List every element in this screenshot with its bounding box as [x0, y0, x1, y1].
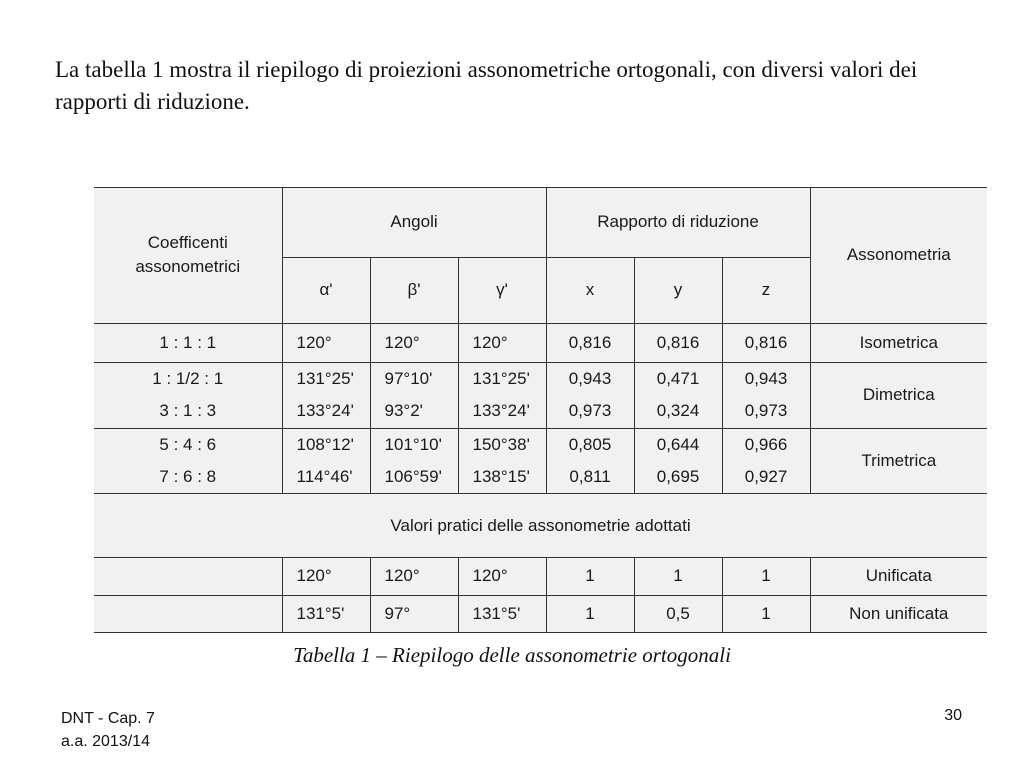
- cell-gamma: 120°: [458, 323, 546, 362]
- cell-beta: 97°10': [370, 362, 458, 395]
- footer-course: DNT - Cap. 7: [61, 710, 155, 727]
- table-row: [94, 362, 987, 395]
- cell-z: 0,816: [722, 323, 810, 362]
- cell-coeff: 1 : 1/2 : 1: [94, 362, 282, 395]
- cell-alpha: 108°12': [282, 428, 370, 461]
- cell-y: 0,816: [634, 323, 722, 362]
- cell-coeff-empty: [94, 595, 282, 633]
- cell-y: 0,695: [634, 461, 722, 494]
- table-row: [94, 428, 987, 461]
- header-rapporto: Rapporto di riduzione: [546, 188, 810, 258]
- cell-coeff: 1 : 1 : 1: [94, 323, 282, 362]
- cell-gamma: 120°: [458, 558, 546, 595]
- cell-beta: 106°59': [370, 461, 458, 494]
- cell-gamma: 131°5': [458, 595, 546, 633]
- cell-alpha: 120°: [282, 323, 370, 362]
- cell-x: 0,811: [546, 461, 634, 494]
- footer-year: a.a. 2013/14: [61, 733, 150, 750]
- header-x: x: [546, 257, 634, 323]
- cell-x: 0,943: [546, 362, 634, 395]
- cell-y: 1: [634, 558, 722, 595]
- assonometrie-table: [94, 187, 987, 633]
- cell-z: 1: [722, 558, 810, 595]
- header-coefficienti-line1: Coefficenti: [147, 233, 228, 253]
- cell-alpha: 131°5': [282, 595, 370, 633]
- cell-type: Non unificata: [810, 595, 987, 633]
- cell-type: Isometrica: [810, 323, 987, 362]
- cell-y: 0,471: [634, 362, 722, 395]
- cell-alpha: 114°46': [282, 461, 370, 494]
- header-z: z: [722, 257, 810, 323]
- cell-x: 1: [546, 595, 634, 633]
- cell-beta: 120°: [370, 558, 458, 595]
- cell-alpha: 131°25': [282, 362, 370, 395]
- table-row: [94, 323, 987, 362]
- cell-alpha: 133°24': [282, 395, 370, 428]
- header-coefficienti-line2: assonometrici: [135, 257, 241, 277]
- cell-coeff: 5 : 4 : 6: [94, 428, 282, 461]
- cell-beta: 97°: [370, 595, 458, 633]
- header-y: y: [634, 257, 722, 323]
- cell-x: 0,805: [546, 428, 634, 461]
- cell-beta: 93°2': [370, 395, 458, 428]
- header-angoli: Angoli: [282, 188, 546, 258]
- cell-beta: 120°: [370, 323, 458, 362]
- cell-gamma: 133°24': [458, 395, 546, 428]
- intro-text: La tabella 1 mostra il riepilogo di proiezioni assonometriche ortogonali, con diversi valori dei rapporti di riduzione.: [55, 57, 918, 114]
- cell-x: 1: [546, 558, 634, 595]
- cell-gamma: 150°38': [458, 428, 546, 461]
- cell-z: 0,943: [722, 362, 810, 395]
- cell-y: 0,5: [634, 595, 722, 633]
- cell-z: 0,927: [722, 461, 810, 494]
- page-number: 30: [944, 707, 962, 724]
- table-row: [94, 558, 987, 595]
- cell-z: 0,966: [722, 428, 810, 461]
- cell-z: 0,973: [722, 395, 810, 428]
- cell-x: 0,816: [546, 323, 634, 362]
- cell-beta: 101°10': [370, 428, 458, 461]
- cell-y: 0,644: [634, 428, 722, 461]
- cell-type: Trimetrica: [810, 428, 987, 494]
- cell-type: Unificata: [810, 558, 987, 595]
- cell-coeff-empty: [94, 558, 282, 595]
- assonometrie-table-image: [94, 187, 987, 633]
- header-beta: β': [370, 257, 458, 323]
- header-coefficienti: [94, 188, 282, 324]
- cell-type: Dimetrica: [810, 362, 987, 428]
- cell-alpha: 120°: [282, 558, 370, 595]
- header-gamma: γ': [458, 257, 546, 323]
- cell-coeff: 7 : 6 : 8: [94, 461, 282, 494]
- cell-z: 1: [722, 595, 810, 633]
- section-valori-pratici: Valori pratici delle assonometrie adottati: [94, 494, 987, 558]
- header-alpha: α': [282, 257, 370, 323]
- footer-left: [61, 707, 155, 753]
- cell-coeff: 3 : 1 : 3: [94, 395, 282, 428]
- cell-x: 0,973: [546, 395, 634, 428]
- cell-gamma: 138°15': [458, 461, 546, 494]
- header-assonometria: Assonometria: [810, 188, 987, 324]
- cell-gamma: 131°25': [458, 362, 546, 395]
- table-row: [94, 595, 987, 633]
- cell-y: 0,324: [634, 395, 722, 428]
- table-caption: Tabella 1 – Riepilogo delle assonometrie ortogonali: [293, 643, 731, 667]
